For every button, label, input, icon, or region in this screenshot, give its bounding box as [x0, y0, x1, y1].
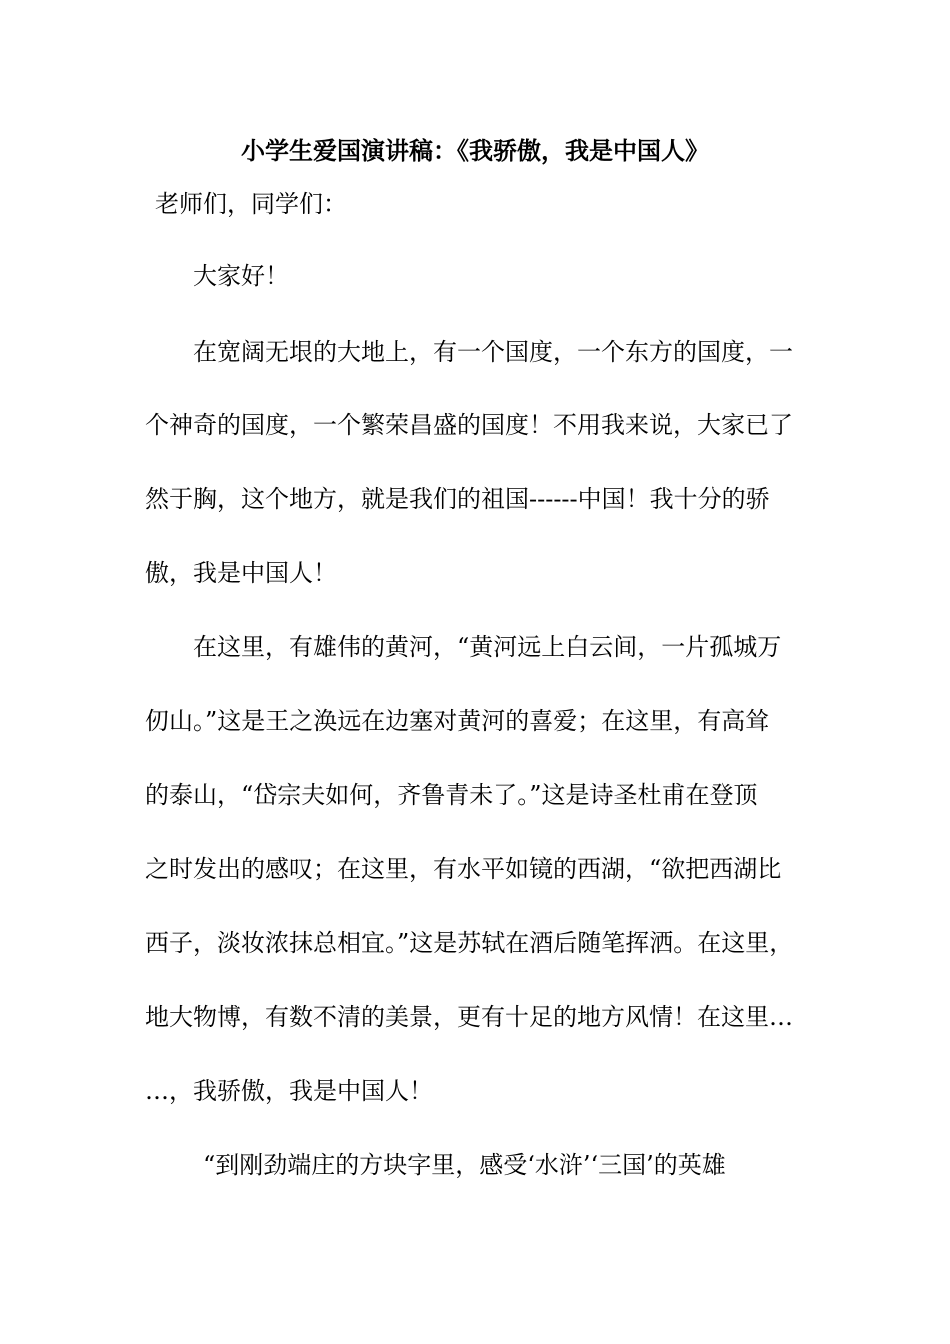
paragraph-line: 傲，我是中国人！	[145, 559, 337, 587]
salutation-line: 老师们，同学们：	[155, 190, 347, 218]
paragraph-line: 个神奇的国度，一个繁荣昌盛的国度！不用我来说，大家已了	[145, 411, 793, 439]
paragraph-line: 西子，淡妆浓抹总相宜。”这是苏轼在酒后随笔挥洒。在这里，	[145, 929, 794, 957]
paragraph-line: 在这里，有雄伟的黄河，“黄河远上白云间，一片孤城万	[193, 633, 782, 661]
paragraph-line: 仞山。”这是王之涣远在边塞对黄河的喜爱；在这里，有高耸	[145, 707, 770, 735]
paragraph-line: 然于胸，这个地方，就是我们的祖国------中国！我十分的骄	[145, 485, 770, 513]
paragraph-line: 地大物博，有数不清的美景，更有十足的地方风情！在这里…	[145, 1003, 793, 1031]
paragraph-line: 在宽阔无垠的大地上，有一个国度，一个东方的国度，一	[193, 338, 793, 366]
greeting-line: 大家好！	[193, 262, 289, 290]
paragraph-line: 之时发出的感叹；在这里，有水平如镜的西湖，“欲把西湖比	[145, 855, 782, 883]
paragraph-line: “到刚劲端庄的方块字里，感受‘水浒’‘三国’的英雄	[203, 1151, 726, 1179]
paragraph-line: 的泰山，“岱宗夫如何，齐鲁青未了。”这是诗圣杜甫在登顶	[145, 781, 758, 809]
paragraph-line: …，我骄傲，我是中国人！	[145, 1077, 433, 1105]
page-title: 小学生爱国演讲稿：《我骄傲，我是中国人》	[241, 136, 709, 165]
